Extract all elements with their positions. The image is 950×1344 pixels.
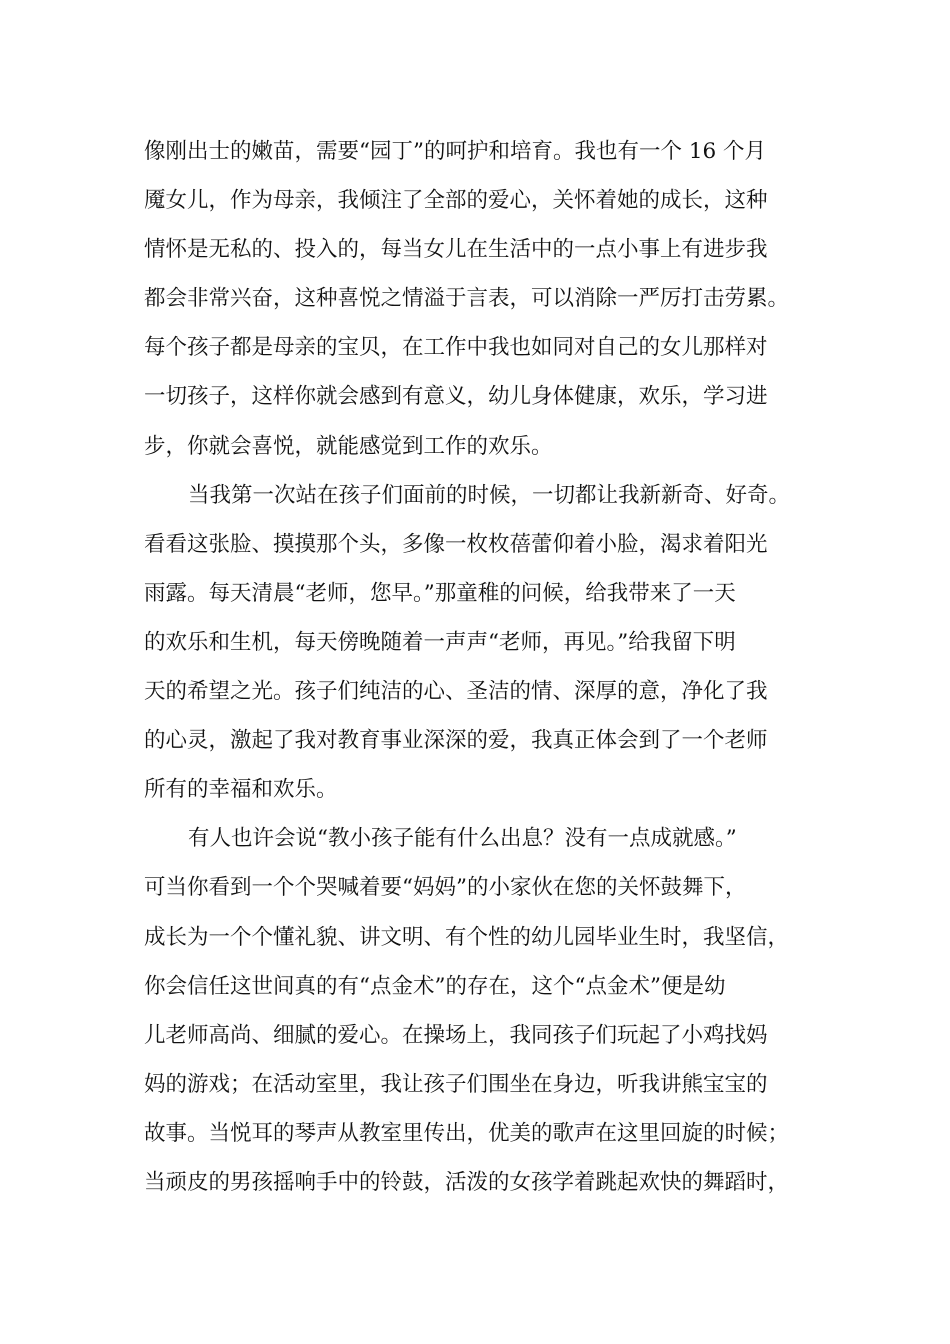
text-line: 步，你就会喜悦，就能感觉到工作的欢乐。 [144, 433, 553, 459]
text-line: 一切孩子，这样你就会感到有意义，幼儿身体健康，欢乐，学习进 [144, 384, 768, 410]
text-line: 都会非常兴奋，这种喜悦之情溢于言表，可以消除一严厉打击劳累。 [144, 286, 790, 312]
text-line: 雨露。每天清晨“老师，您早。”那童稚的问候，给我带来了一天 [144, 580, 736, 606]
text-line: 像刚出士的嫩苗，需要“园丁”的呵护和培育。我也有一个 16 个月 [144, 139, 767, 164]
text-line: 儿老师高尚、细腻的爱心。在操场上，我同孩子们玩起了小鸡找妈 [144, 1022, 768, 1048]
text-line: 妈的游戏；在活动室里，我让孩子们围坐在身边，听我讲熊宝宝的 [144, 1071, 768, 1097]
text-line: 当顽皮的男孩摇响手中的铃鼓，活泼的女孩学着跳起欢快的舞蹈时， [144, 1169, 790, 1195]
text-line: 每个孩子都是母亲的宝贝，在工作中我也如同对自己的女儿那样对 [144, 335, 768, 361]
text-line: 的心灵，激起了我对教育事业深深的爱，我真正体会到了一个老师 [144, 728, 768, 754]
paragraph-first-line: 有人也许会说“教小孩子能有什么出息？没有一点成就感。” [188, 826, 737, 852]
text-line: 所有的幸福和欢乐。 [144, 777, 338, 803]
text-line: 你会信任这世间真的有“点金术”的存在，这个“点金术”便是幼 [144, 973, 726, 999]
text-line: 故事。当悦耳的琴声从教室里传出，优美的歌声在这里回旋的时候； [144, 1120, 790, 1146]
text-line: 情怀是无私的、投入的，每当女儿在生活中的一点小事上有进步我 [144, 237, 768, 263]
paragraph-first-line: 当我第一次站在孩子们面前的时候，一切都让我新新奇、好奇。 [188, 482, 791, 508]
text-line: 魇女儿，作为母亲，我倾注了全部的爱心，关怀着她的成长，这种 [144, 188, 768, 214]
text-line: 可当你看到一个个哭喊着要“妈妈”的小家伙在您的关怀鼓舞下， [144, 875, 747, 901]
text-line: 看看这张脸、摸摸那个头，多像一枚枚蓓蕾仰着小脸，渴求着阳光 [144, 531, 768, 557]
body-text [144, 127, 824, 1207]
text-line: 成长为一个个懂礼貌、讲文明、有个性的幼儿园毕业生时，我坚信， [144, 924, 790, 950]
text-line: 天的希望之光。孩子们纯洁的心、圣洁的情、深厚的意，净化了我 [144, 679, 768, 705]
text-line: 的欢乐和生机，每天傍晚随着一声声“老师，再见。”给我留下明 [144, 629, 736, 655]
